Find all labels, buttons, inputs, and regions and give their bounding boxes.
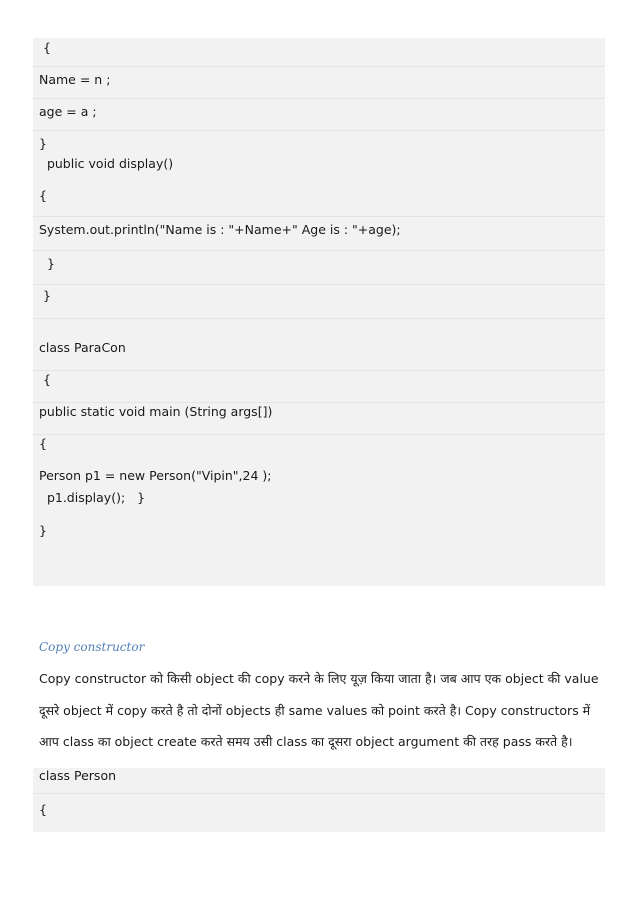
code-line: p1.display(); } xyxy=(39,490,146,505)
row-separator xyxy=(33,284,605,285)
paragraph-line: आप class का object create करते समय उसी class का दूसरा object argument की तरह pass करते है। xyxy=(39,734,573,749)
code-line: } xyxy=(39,288,51,303)
code-line: age = a ; xyxy=(39,104,97,119)
row-separator xyxy=(33,318,605,319)
code-line: { xyxy=(39,188,47,203)
row-separator xyxy=(33,402,605,403)
row-separator xyxy=(33,98,605,99)
code-line: class ParaCon xyxy=(39,340,126,355)
row-separator xyxy=(33,130,605,131)
row-separator xyxy=(33,370,605,371)
paragraph-line: दूसरे object में copy करते है तो दोनों objects ही same values को point करते है। Copy constructors में xyxy=(39,703,591,718)
code-line: public void display() xyxy=(39,156,174,171)
code-line: { xyxy=(39,40,51,55)
code-line: } xyxy=(39,523,47,538)
code-line: public static void main (String args[]) xyxy=(39,404,273,419)
code-line: } xyxy=(39,136,47,151)
row-separator xyxy=(33,216,605,217)
row-separator xyxy=(33,434,605,435)
code-line: Name = n ; xyxy=(39,72,111,87)
paragraph-line: Copy constructor को किसी object की copy करने के लिए यूज़ किया जाता है। जब आप एक object की value xyxy=(39,671,599,686)
code-block-para-constructor xyxy=(33,38,605,586)
section-heading: Copy constructor xyxy=(39,640,145,654)
row-separator xyxy=(33,250,605,251)
code-line: Person p1 = new Person("Vipin",24 ); xyxy=(39,468,272,483)
code-line: { xyxy=(39,436,47,451)
code-line: class Person xyxy=(39,768,117,783)
code-line: System.out.println("Name is : "+Name+" Age is : "+age); xyxy=(39,222,401,237)
code-line: { xyxy=(39,802,47,817)
row-separator xyxy=(33,66,605,67)
code-line: } xyxy=(39,256,55,271)
code-line: { xyxy=(39,372,51,387)
code-block-copy-constructor xyxy=(33,768,605,832)
row-separator xyxy=(33,793,605,794)
